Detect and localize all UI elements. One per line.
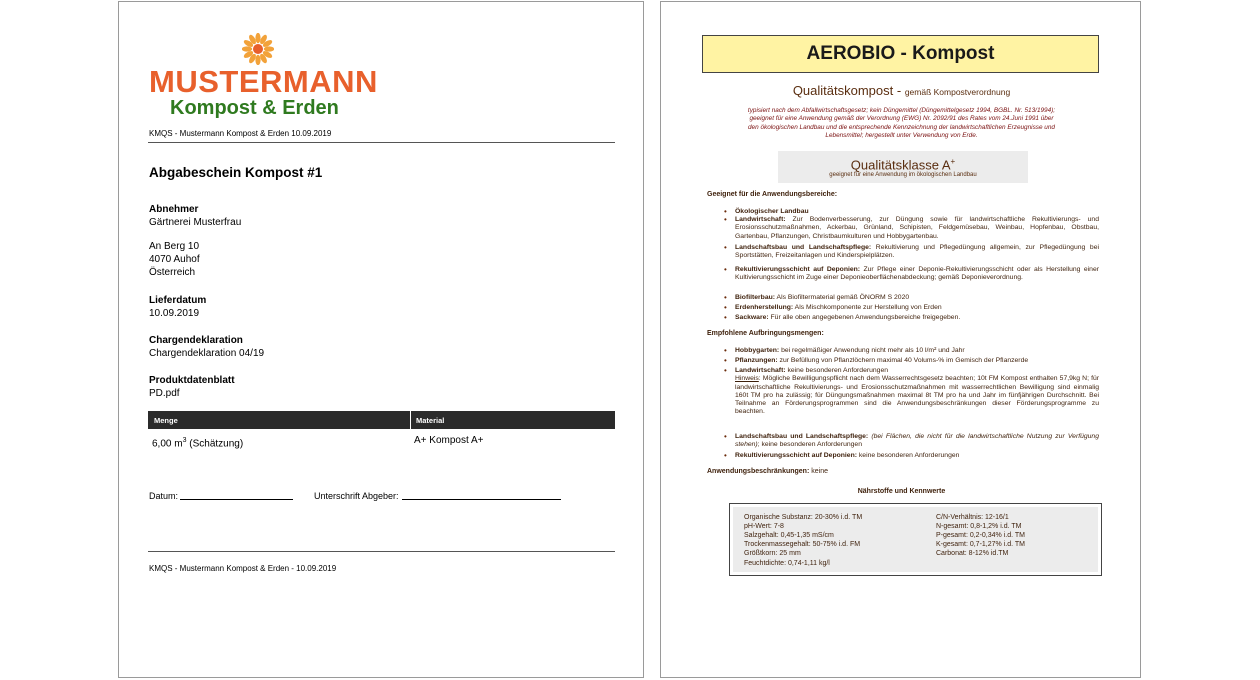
bullet-icon: • bbox=[724, 366, 727, 375]
quality-class-subtitle: geeignet für eine Anwendung im ökologischen Landbau bbox=[829, 172, 977, 178]
signature-line bbox=[402, 499, 561, 500]
logo-tagline: Kompost & Erden bbox=[170, 97, 339, 119]
nutrient-value: P-gesamt: 0,2-0,34% i.d. TM bbox=[936, 532, 1025, 539]
list-item: Pflanzungen: zur Befüllung von Pflanzlöchern maximal 40 Volums-% im Gemisch der Pflanzerde bbox=[735, 357, 1029, 364]
recipient-name: Gärtnerei Musterfrau bbox=[149, 217, 242, 228]
bullet-icon: • bbox=[724, 303, 727, 312]
sunflower-icon bbox=[242, 33, 274, 65]
subtitle-main: Qualitätskompost - bbox=[792, 83, 905, 98]
quality-class-text: Qualitätsklasse A bbox=[850, 157, 951, 173]
recipient-label: Abnehmer bbox=[149, 204, 199, 215]
nutrient-value: Feuchtdichte: 0,74-1,11 kg/l bbox=[744, 560, 830, 567]
address-line: An Berg 10 bbox=[149, 241, 200, 252]
nutrient-value: Organische Substanz: 20-30% i.d. TM bbox=[744, 514, 863, 521]
delivery-date: 10.09.2019 bbox=[149, 308, 200, 319]
restrictions-value: keine bbox=[809, 468, 828, 475]
batch-value: Chargendeklaration 04/19 bbox=[149, 348, 265, 359]
bullet-icon: • bbox=[724, 451, 727, 460]
list-item: Rekultivierungsschicht auf Deponien: keine besonderen Anforderungen bbox=[735, 452, 960, 459]
list-item: Landschaftsbau und Landschaftspflege: Rekultivierung und Pflegedüngung allgemein, zur Pflegedüngung bei Sportstätten, Freizeitanlagen und Kinderspielplätzen. bbox=[735, 244, 1099, 260]
page-title: Abgabeschein Kompost #1 bbox=[149, 165, 323, 180]
bullet-icon: • bbox=[724, 432, 727, 441]
date-label: Datum: bbox=[149, 491, 179, 501]
quality-class-sup: + bbox=[950, 157, 956, 166]
bullet-icon: • bbox=[724, 293, 727, 302]
table-cell-material: A+ Kompost A+ bbox=[414, 435, 484, 446]
list-item: Landwirtschaft: keine besonderen Anforderungen Hinweis: Mögliche Bewilligungspflicht nach dem Wasserrechtsgesetz beachten; 10t FM Kompost enthalten 57,9kg N; für landwirtschaftliche Rekultivierungs- und Erosionsschutzmaßnahmen mit wasserrechtlichen Bewilligung sind einmalig 160t TM pro ha zulässig; für Düngungsmaßnahmen maximal 8t TM pro ha und Jahr im fünfjährigen Durchschnitt. Bei Teilnahme an Förderungsprogrammen sind die Anwendungsbeschränkungen dieser Förderungsprogramme zu beachten. bbox=[735, 367, 1099, 416]
list-item: Sackware: Für alle oben angegebenen Anwendungsbereiche freigegeben. bbox=[735, 314, 961, 321]
signature-label: Unterschrift Abgeber: bbox=[314, 491, 399, 501]
delivery-date-label: Lieferdatum bbox=[149, 295, 207, 306]
amounts-heading: Empfohlene Aufbringungsmengen: bbox=[707, 330, 824, 337]
product-datasheet-page bbox=[660, 1, 1141, 678]
list-item: Biofilterbau: Als Biofiltermaterial gemäß ÖNORM S 2020 bbox=[735, 294, 910, 301]
list-item: Landwirtschaft: Zur Bodenverbesserung, zur Düngung sowie für landwirtschaftliche Rekultivierungs- und Erosionsschutzmaßnahmen, Ackerbau, Grünland, Schipisten, Feldgemüsebau, Weinbau, Hopfenbau, Obstbau, Gartenbau, Pflanzungen, Christbaumkulturen und Hobbygartenbau. bbox=[735, 216, 1099, 240]
subtitle-small: gemäß Kompostverordnung bbox=[904, 87, 1011, 97]
nutrient-value: K-gesamt: 0,7-1,27% i.d. TM bbox=[936, 541, 1025, 548]
intro-line: typisiert nach dem Abfallwirtschaftsgesetz; kein Düngemittel (Düngemittelgesetz 1994, BGBL. Nr. 513/1994); bbox=[747, 107, 1056, 114]
list-item: Landschaftsbau und Landschaftspflege: (bei Flächen, die nicht für die landwirtschaftliche Nutzung zur Verfügung stehen); keine besonderen Anforderungen bbox=[735, 433, 1099, 449]
quantity-value: 6,00 m bbox=[152, 438, 183, 450]
column-header-material: Material bbox=[416, 416, 445, 425]
nutrient-value: Größtkorn: 25 mm bbox=[744, 550, 801, 557]
nutrients-box bbox=[729, 503, 1102, 576]
column-header-quantity: Menge bbox=[154, 416, 178, 425]
nutrient-value: Trockenmassegehalt: 50-75% i.d. FM bbox=[744, 541, 861, 548]
batch-label: Chargendeklaration bbox=[149, 335, 243, 346]
datasheet-link[interactable]: PD.pdf bbox=[149, 388, 180, 399]
bullet-icon: • bbox=[724, 243, 727, 252]
delivery-note-page bbox=[118, 1, 644, 678]
list-item: Rekultivierungsschicht auf Deponien: Zur Pflege einer Deponie-Rekultivierungsschicht oder als Herstellung einer Kultivierungsschicht im Zuge einer Deponieoberflächenabdeckung; gemäß Deponieverordnung. bbox=[735, 266, 1099, 282]
footer-divider bbox=[148, 551, 615, 552]
quality-class bbox=[778, 154, 1028, 173]
restrictions-label: Anwendungsbeschränkungen: bbox=[707, 468, 810, 475]
list-item: Ökologischer Landbau bbox=[735, 208, 809, 215]
datasheet-title: AEROBIO - Kompost bbox=[702, 35, 1099, 73]
intro-text bbox=[705, 107, 1098, 141]
nutrient-value: N-gesamt: 0,8-1,2% i.d. TM bbox=[936, 523, 1022, 530]
bullet-icon: • bbox=[724, 313, 727, 322]
bullet-icon: • bbox=[724, 356, 727, 365]
bullet-icon: • bbox=[724, 346, 727, 355]
header-divider bbox=[148, 142, 615, 143]
nutrient-value: Salzgehalt: 0,45-1,35 mS/cm bbox=[744, 532, 834, 539]
address-line: Österreich bbox=[149, 267, 196, 278]
suitable-heading: Geeignet für die Anwendungsbereiche: bbox=[707, 191, 838, 198]
nutrients-panel bbox=[733, 507, 1098, 572]
bullet-icon: • bbox=[724, 215, 727, 224]
nutrients-heading: Nährstoffe und Kennwerte bbox=[857, 488, 946, 495]
page-header-line: KMQS - Mustermann Kompost & Erden 10.09.2019 bbox=[149, 129, 332, 138]
logo-brand: MUSTERMANN bbox=[149, 64, 378, 99]
nutrient-value: pH-Wert: 7-8 bbox=[744, 523, 784, 530]
nutrient-value: Carbonat: 8-12% id.TM bbox=[936, 550, 1009, 557]
intro-line: geeignet für eine Anwendung gemäß der Verordnung (EWG) Nr. 2092/91 des Rates vom 24.Juni 1991 über bbox=[749, 115, 1054, 123]
intro-line: Lebensmittel; hergestellt unter Verwendung von Erde. bbox=[825, 132, 978, 140]
bullet-icon: • bbox=[724, 207, 727, 216]
quality-class-box bbox=[778, 151, 1028, 183]
restrictions bbox=[707, 467, 828, 476]
intro-line: den ökologischen Landbau und die entsprechende Kennzeichnung der landwirtschaftlichen Erzeugnisse und bbox=[748, 123, 1055, 131]
date-line bbox=[180, 499, 293, 500]
quantity-note: (Schätzung) bbox=[186, 438, 244, 450]
list-item: Erdenherstellung: Als Mischkomponente zur Herstellung von Erden bbox=[735, 304, 942, 311]
page-footer: KMQS - Mustermann Kompost & Erden - 10.09.2019 bbox=[149, 564, 337, 573]
address-line: 4070 Auhof bbox=[149, 254, 200, 265]
nutrient-value: C/N-Verhältnis: 12-16/1 bbox=[936, 514, 1009, 521]
table-header bbox=[148, 411, 615, 429]
bullet-icon: • bbox=[724, 265, 727, 274]
quantity-unit-exponent: 3 bbox=[182, 437, 187, 444]
list-item: Hobbygarten: bei regelmäßiger Anwendung nicht mehr als 10 l/m² und Jahr bbox=[735, 347, 965, 354]
datasheet-label: Produktdatenblatt bbox=[149, 375, 235, 386]
column-divider bbox=[410, 411, 411, 429]
datasheet-subtitle bbox=[661, 83, 1141, 100]
table-cell-quantity bbox=[152, 434, 243, 450]
